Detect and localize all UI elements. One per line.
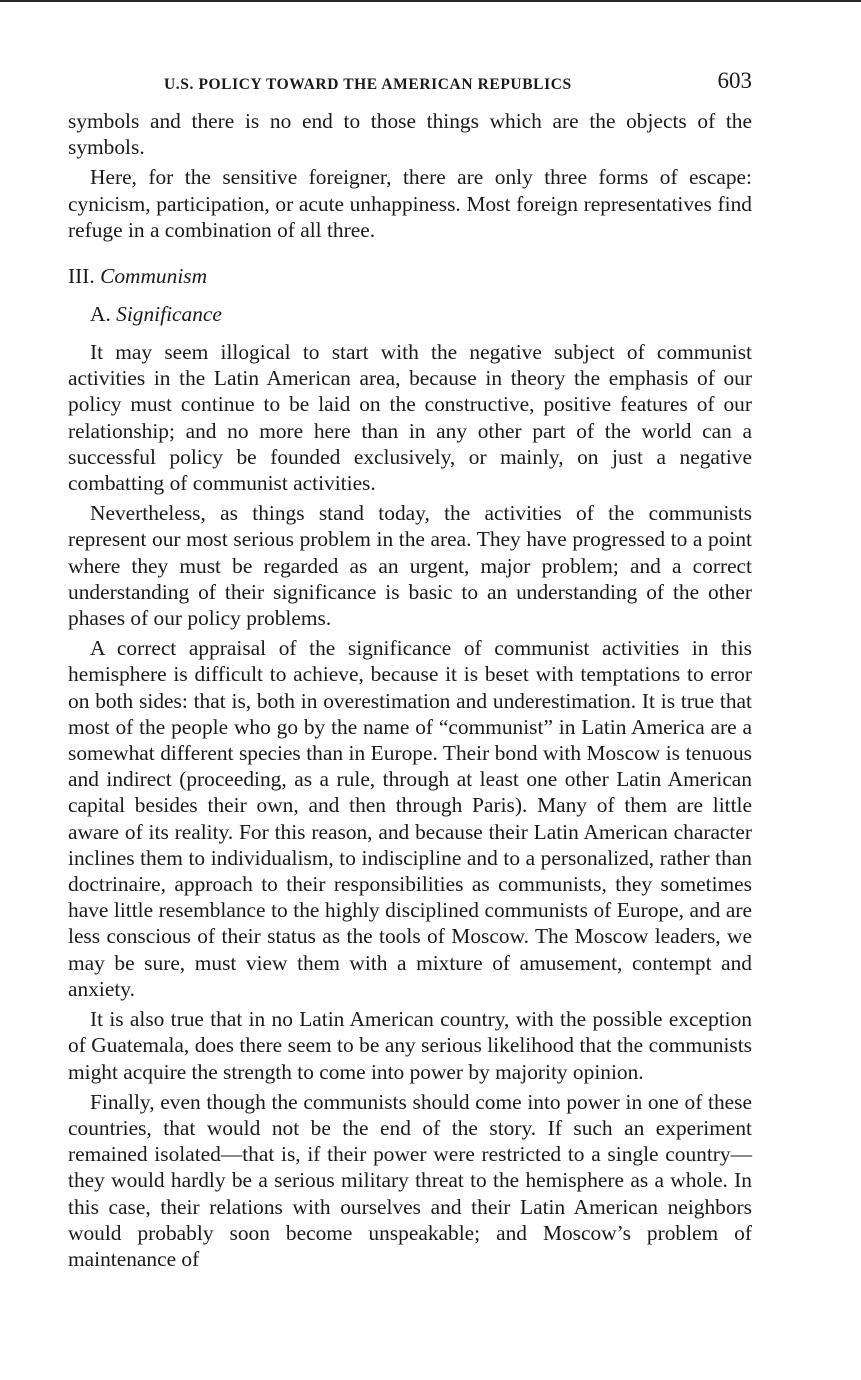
paragraph-3: A correct appraisal of the significance of communist activities in this hemisphere is difficult to achieve, because it is beset with temptations to error on both sides: that is, both in overestimation and underestimation. It is true that most of the people who go by the name of “communist” in Latin America are a somewhat different species than in Europe. Their bond with Moscow is tenuous and indirect (proceeding, as a rule, through at least one other Latin American capital besides their own, and then through Paris). Many of them are little aware of its reality. For this reason, and because their Latin American character inclines them to individualism, to indiscipline and to a personalized, rather than doctrinaire, approach to their responsibilities as communists, they sometimes have little resemblance to the highly disciplined communists of Europe, and are less conscious of their status as the tools of Moscow. The Moscow leaders, we may be sure, must view them with a mixture of amusement, contempt and anxiety. <box>68 636 752 1001</box>
running-title: U.S. POLICY TOWARD THE AMERICAN REPUBLICS <box>164 76 572 93</box>
paragraph-2: Nevertheless, as things stand today, the activities of the communists represent our most serious problem in the area. They have progressed to a point where they must be regarded as an urgent, major problem; and a correct understanding of their significance is basic to an understanding of the other phases of our policy problems. <box>68 501 752 631</box>
subsection-heading <box>90 301 752 327</box>
paragraph-escape: Here, for the sensitive foreigner, there are only three forms of escape: cynicism, participation, or acute unhappiness. Most foreign representatives find refuge in a combination of all three. <box>68 165 752 242</box>
subsection-title: Significance <box>116 302 222 327</box>
section-heading <box>68 263 752 289</box>
top-edge-rule <box>0 0 861 2</box>
paragraph-5: Finally, even though the communists should come into power in one of these countries, that would not be the end of the story. If such an experiment remained isolated—that is, if their power were restricted to a single country—they would hardly be a serious military threat to the hemisphere as a whole. In this case, their relations with ourselves and their Latin American neighbors would probably soon become unspeakable; and Moscow’s problem of maintenance of <box>68 1089 752 1271</box>
subsection-letter: A. <box>90 302 111 327</box>
section-title: Communism <box>100 264 208 289</box>
paragraph-1: It may seem illogical to start with the negative subject of communist activities in the Latin American area, because in theory the emphasis of our policy must continue to be laid on the constructive, positive features of our relationship; and no more here than in any other part of the world can a successful policy be founded exclusively, or mainly, on just a negative combatting of communist activities. <box>68 340 752 496</box>
paragraph-4: It is also true that in no Latin American country, with the possible exception of Guatemala, does there seem to be any serious likelihood that the communists might acquire the strength to come into power by majority opinion. <box>68 1007 752 1084</box>
paragraph-intro-continuation: symbols and there is no end to those things which are the objects of the symbols. <box>68 109 752 160</box>
section-number: III. <box>68 264 95 289</box>
running-head <box>68 68 752 108</box>
page-number: 603 <box>717 68 752 93</box>
page <box>68 68 752 1272</box>
